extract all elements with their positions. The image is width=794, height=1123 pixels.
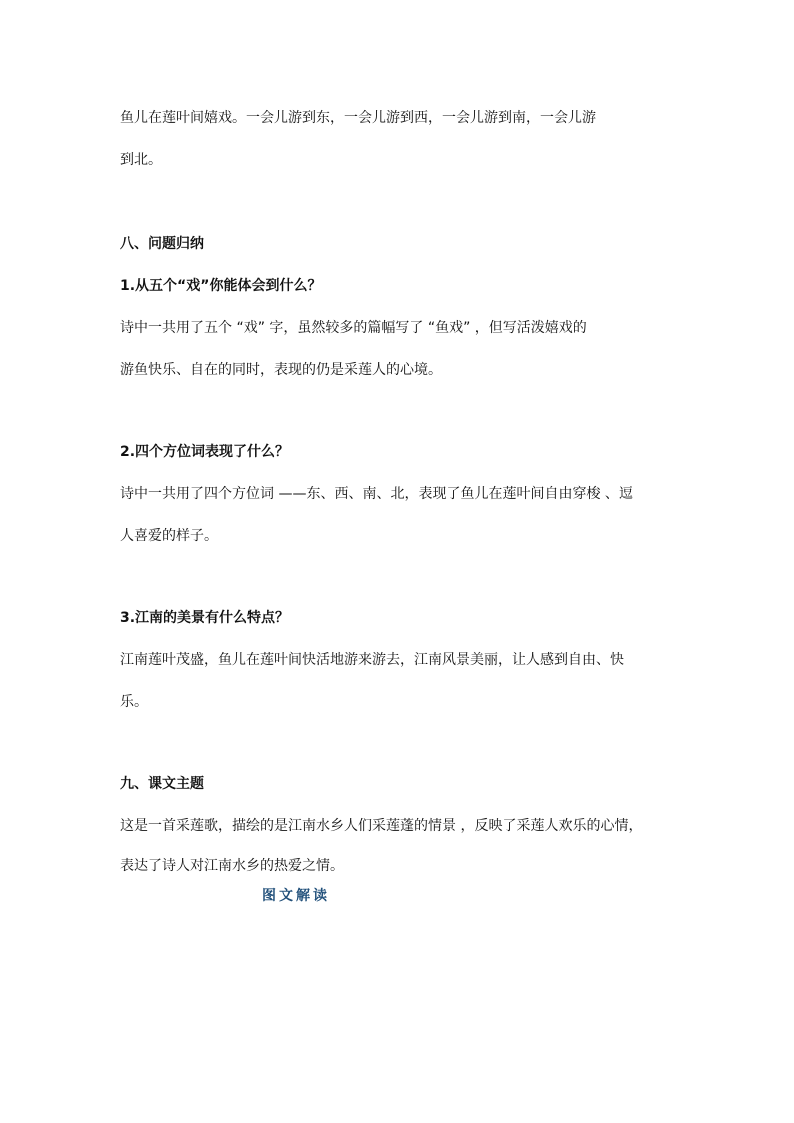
question-3-answer-line-1: 江南莲叶茂盛，鱼儿在莲叶间快活地游来游去，江南风景美丽，让人感到自由、快 xyxy=(120,652,624,668)
section-8-heading: 八、问题归纳 xyxy=(120,236,204,252)
question-1-title: 1.从五个“戏”你能体会到什么？ xyxy=(120,278,322,294)
intro-line-2: 到北。 xyxy=(120,152,162,168)
question-2-title: 2.四个方位词表现了什么？ xyxy=(120,444,290,460)
theme-line-2: 表达了诗人对江南水乡的热爱之情。 xyxy=(120,858,344,874)
question-2-answer-line-1: 诗中一共用了四个方位词 ——东、西、南、北，表现了鱼儿在莲叶间自由穿梭 、逗 xyxy=(120,486,633,502)
question-1-answer-line-2: 游鱼快乐、自在的同时，表现的仍是采莲人的心境。 xyxy=(120,362,442,378)
question-3-answer-line-2: 乐。 xyxy=(120,694,148,710)
question-2-answer-line-2: 人喜爱的样子。 xyxy=(120,528,218,544)
intro-line-1: 鱼儿在莲叶间嬉戏。一会儿游到东，一会儿游到西，一会儿游到南，一会儿游 xyxy=(120,110,596,126)
question-1-answer-line-1: 诗中一共用了五个 “戏” 字，虽然较多的篇幅写了 “鱼戏” ，但写活泼嬉戏的 xyxy=(120,320,587,336)
theme-line-1: 这是一首采莲歌，描绘的是江南水乡人们采莲蓬的情景 ，反映了采莲人欢乐的心情， xyxy=(120,818,643,834)
section-9-heading: 九、课文主题 xyxy=(120,776,204,792)
question-3-title: 3.江南的美景有什么特点？ xyxy=(120,610,290,626)
figure-caption: 图文解读 xyxy=(262,888,330,904)
